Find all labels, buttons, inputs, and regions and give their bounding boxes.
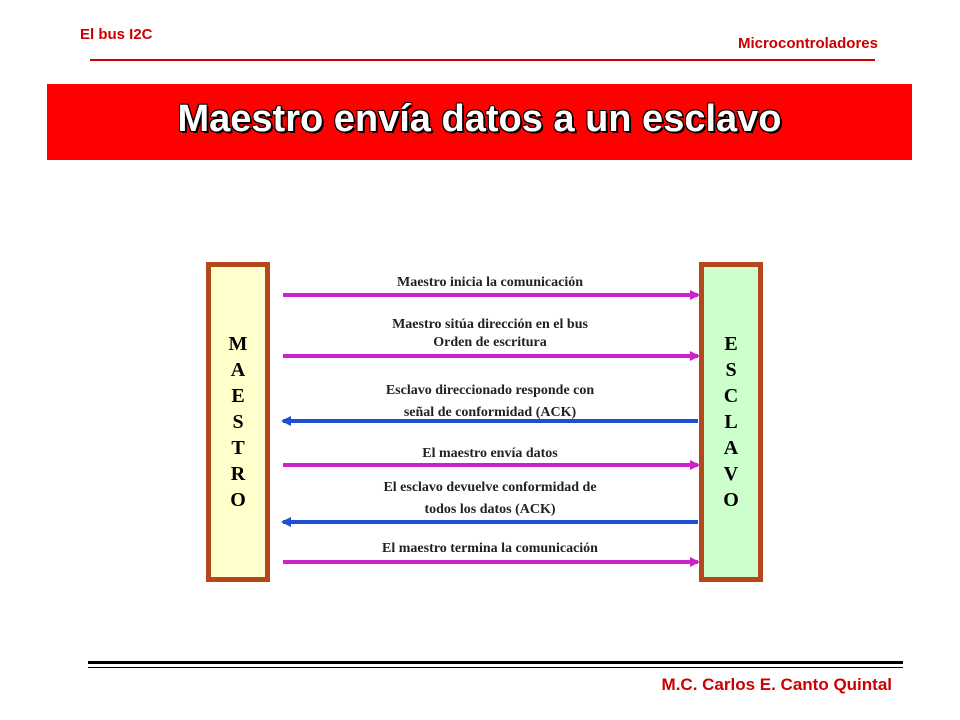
maestro-letter: T (231, 437, 245, 459)
message-line: Orden de escritura (433, 335, 547, 350)
footer-author: M.C. Carlos E. Canto Quintal (661, 675, 892, 694)
esclavo-letter: V (723, 463, 739, 485)
header-course: Microcontroladores (737, 35, 878, 52)
maestro-letter: M (228, 333, 248, 355)
maestro-letter: E (231, 385, 245, 407)
message-line: Maestro sitúa dirección en el bus (392, 317, 588, 332)
maestro-letter: O (230, 489, 246, 511)
message-line: todos los datos (ACK) (424, 502, 556, 517)
message-line: señal de conformidad (ACK) (403, 405, 577, 420)
message-line: El esclavo devuelve conformidad de (383, 480, 597, 495)
message-line: El maestro termina la comunicación (382, 541, 598, 556)
footer-rule (88, 661, 903, 664)
maestro-letter: S (232, 411, 244, 433)
esclavo-letter: C (723, 385, 739, 407)
message-line: El maestro envía datos (422, 446, 558, 461)
message-line: Maestro inicia la comunicación (397, 275, 583, 290)
esclavo-letter: S (725, 359, 737, 381)
maestro-letter: R (230, 463, 246, 485)
header-topic: El bus I2C (80, 26, 153, 43)
esclavo-letter: O (723, 489, 739, 511)
footer-rule-thin (88, 667, 903, 668)
esclavo-letter: E (724, 333, 738, 355)
message-line: Esclavo direccionado responde con (385, 383, 595, 398)
slide-title: Maestro envía datos a un esclavo (177, 98, 782, 140)
esclavo-letter: L (724, 411, 738, 433)
maestro-letter: A (230, 359, 246, 381)
esclavo-letter: A (723, 437, 739, 459)
